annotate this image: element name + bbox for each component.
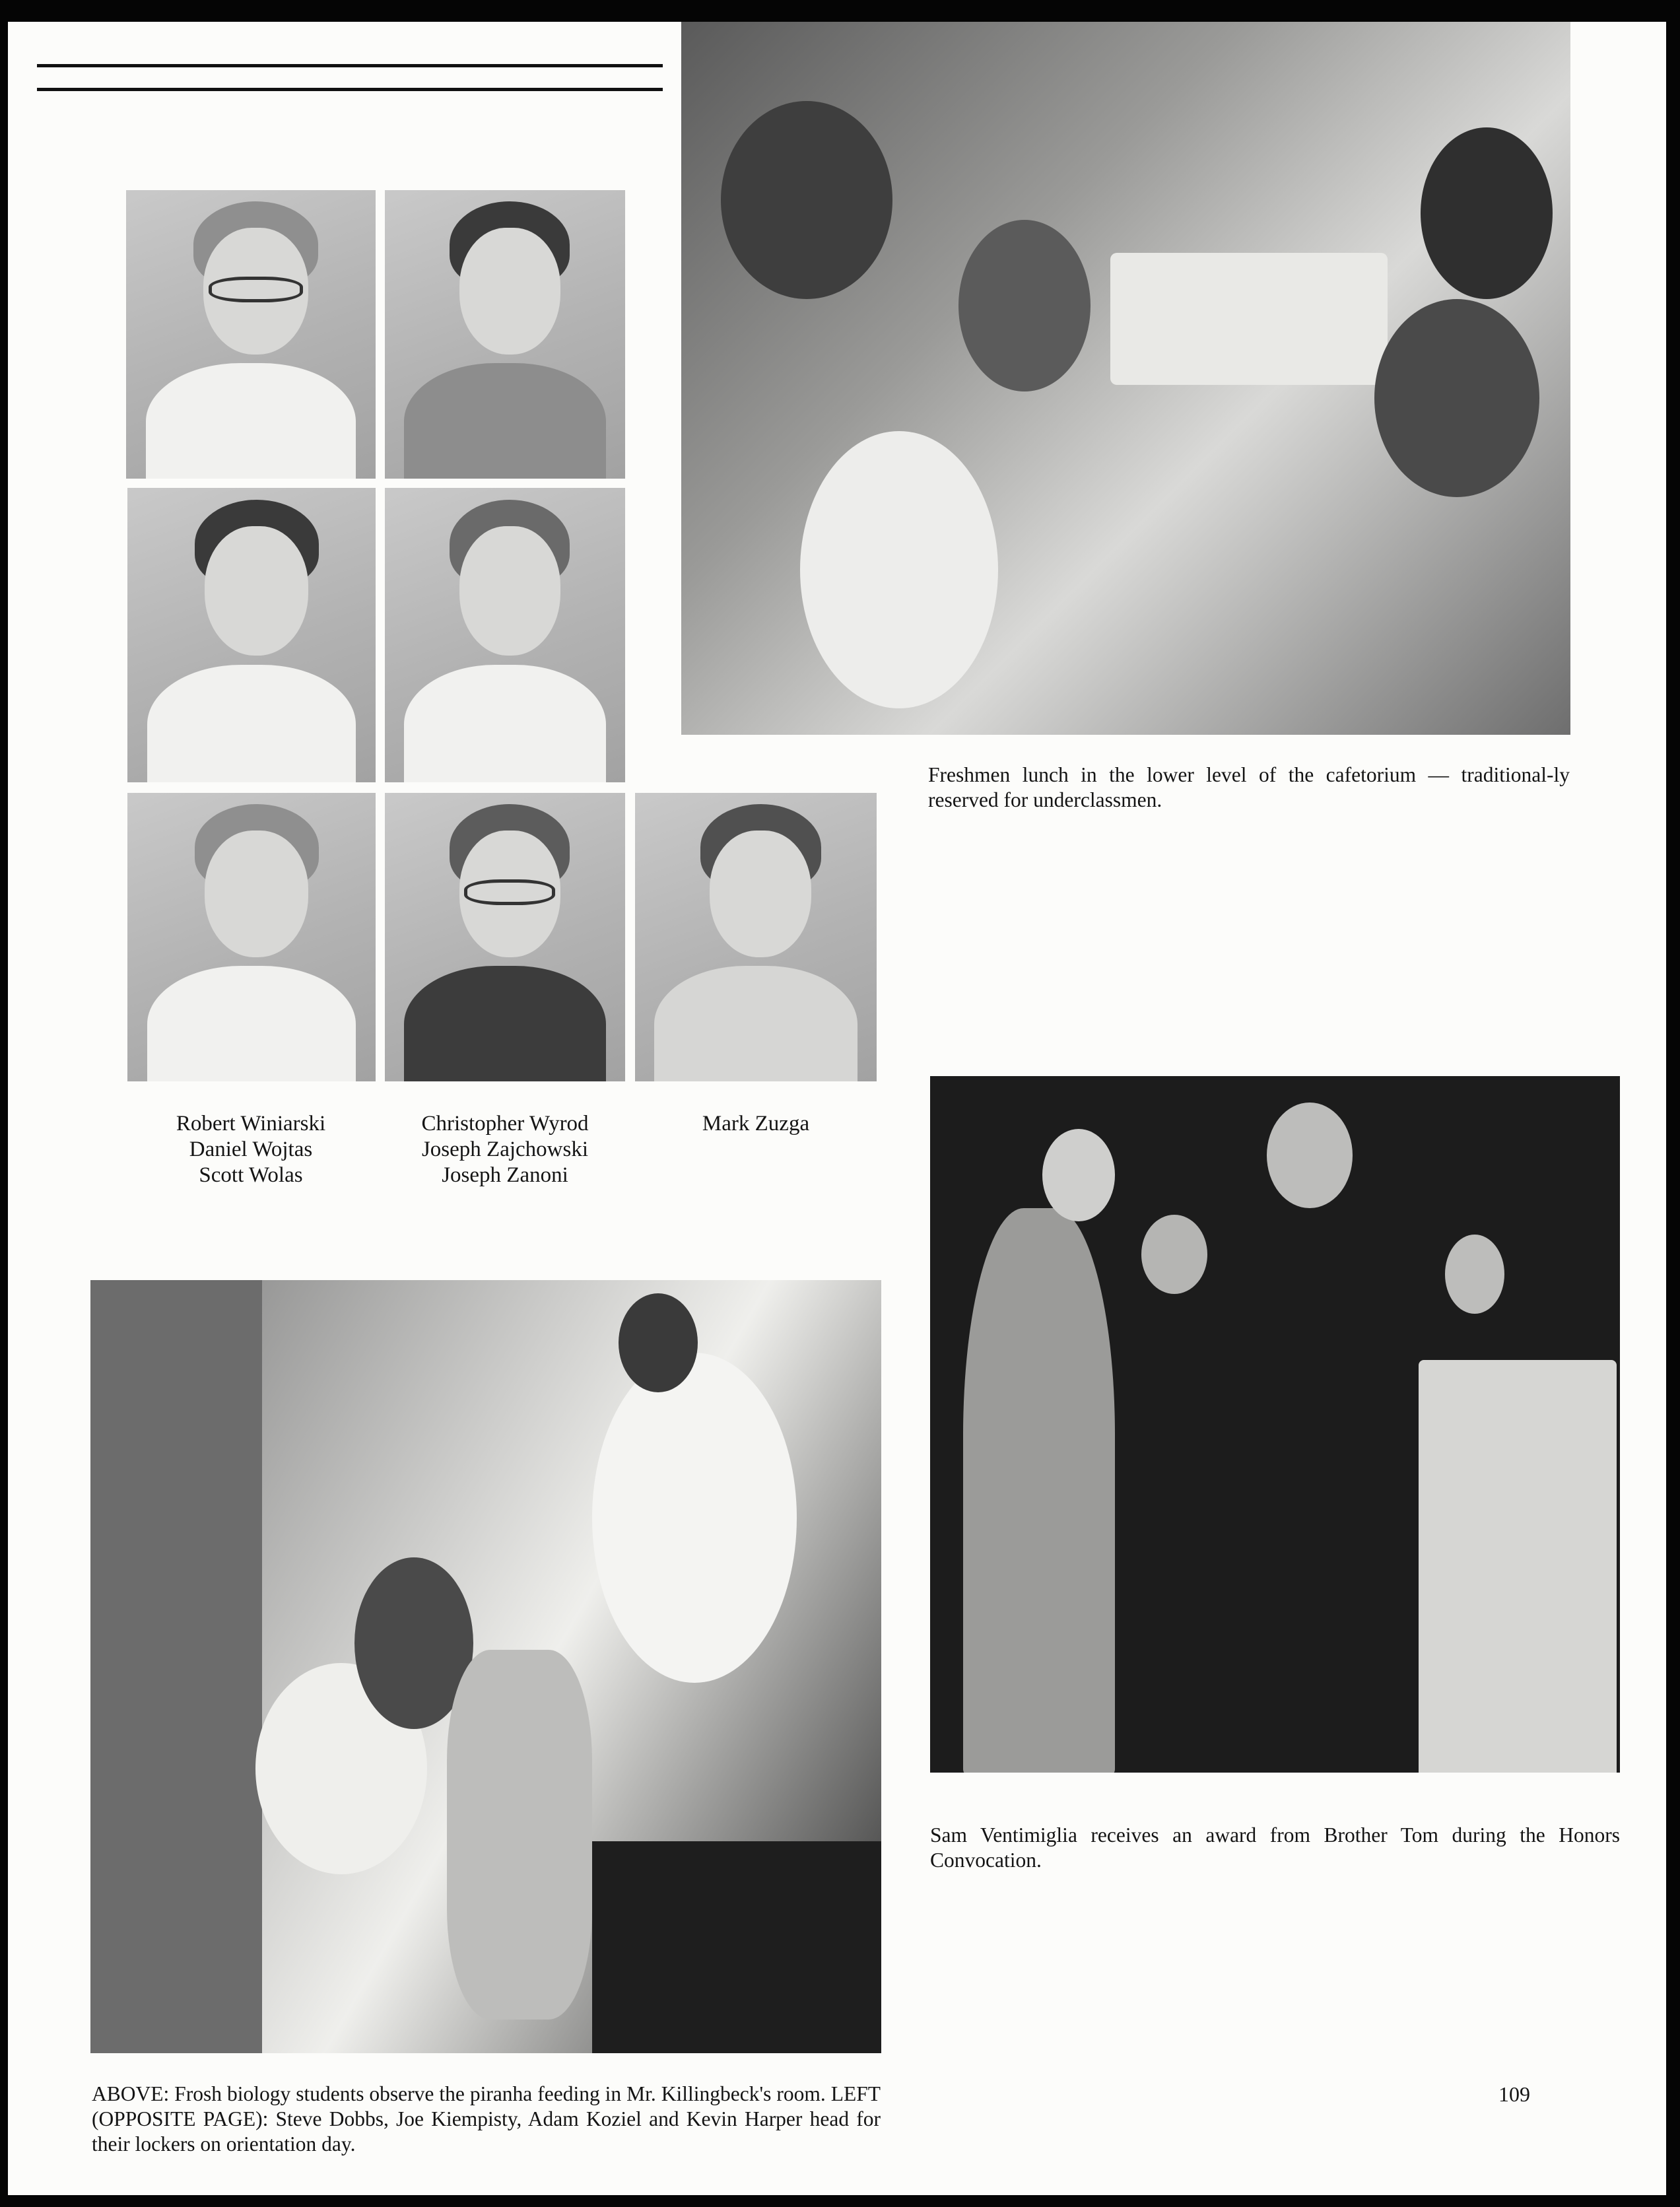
student-name: Daniel Wojtas bbox=[189, 1137, 313, 1161]
cafeteria-photo bbox=[681, 22, 1570, 735]
portrait-photo-3 bbox=[127, 488, 376, 782]
award-caption: Sam Ventimiglia receives an award from Brother Tom during the Honors Convocation. bbox=[930, 1823, 1620, 1872]
portrait-photo-4 bbox=[385, 488, 625, 782]
portrait-photo-7 bbox=[635, 793, 877, 1081]
names-column-3 bbox=[635, 1111, 877, 1137]
yearbook-page bbox=[8, 22, 1666, 2195]
student-name: Scott Wolas bbox=[199, 1163, 303, 1187]
names-column-2 bbox=[371, 1111, 639, 1188]
portrait-photo-2 bbox=[385, 190, 625, 479]
student-name: Robert Winiarski bbox=[176, 1112, 326, 1136]
biology-photo bbox=[90, 1280, 881, 2053]
student-name: Christopher Wyrod bbox=[421, 1112, 589, 1136]
header-rule-top bbox=[37, 64, 663, 67]
student-name: Mark Zuzga bbox=[702, 1112, 810, 1136]
portrait-photo-6 bbox=[385, 793, 625, 1081]
portrait-photo-5 bbox=[127, 793, 376, 1081]
student-name: Joseph Zajchowski bbox=[421, 1137, 589, 1161]
page-number: 109 bbox=[1498, 2082, 1530, 2106]
award-photo bbox=[930, 1076, 1620, 1773]
biology-caption: ABOVE: Frosh biology students observe the piranha feeding in Mr. Killingbeck's room. LEFT (OPPOSITE PAGE): Steve Dobbs, Joe Kiempisty, Adam Koziel and Kevin Harper head for their lockers on orientation day. bbox=[92, 2082, 881, 2156]
header-rule-bottom bbox=[37, 88, 663, 91]
cafeteria-caption: Freshmen lunch in the lower level of the cafetorium — traditional-ly reserved for underclassmen. bbox=[928, 763, 1570, 811]
student-name: Joseph Zanoni bbox=[442, 1163, 568, 1187]
names-column-1 bbox=[126, 1111, 376, 1188]
portrait-photo-1 bbox=[126, 190, 376, 479]
